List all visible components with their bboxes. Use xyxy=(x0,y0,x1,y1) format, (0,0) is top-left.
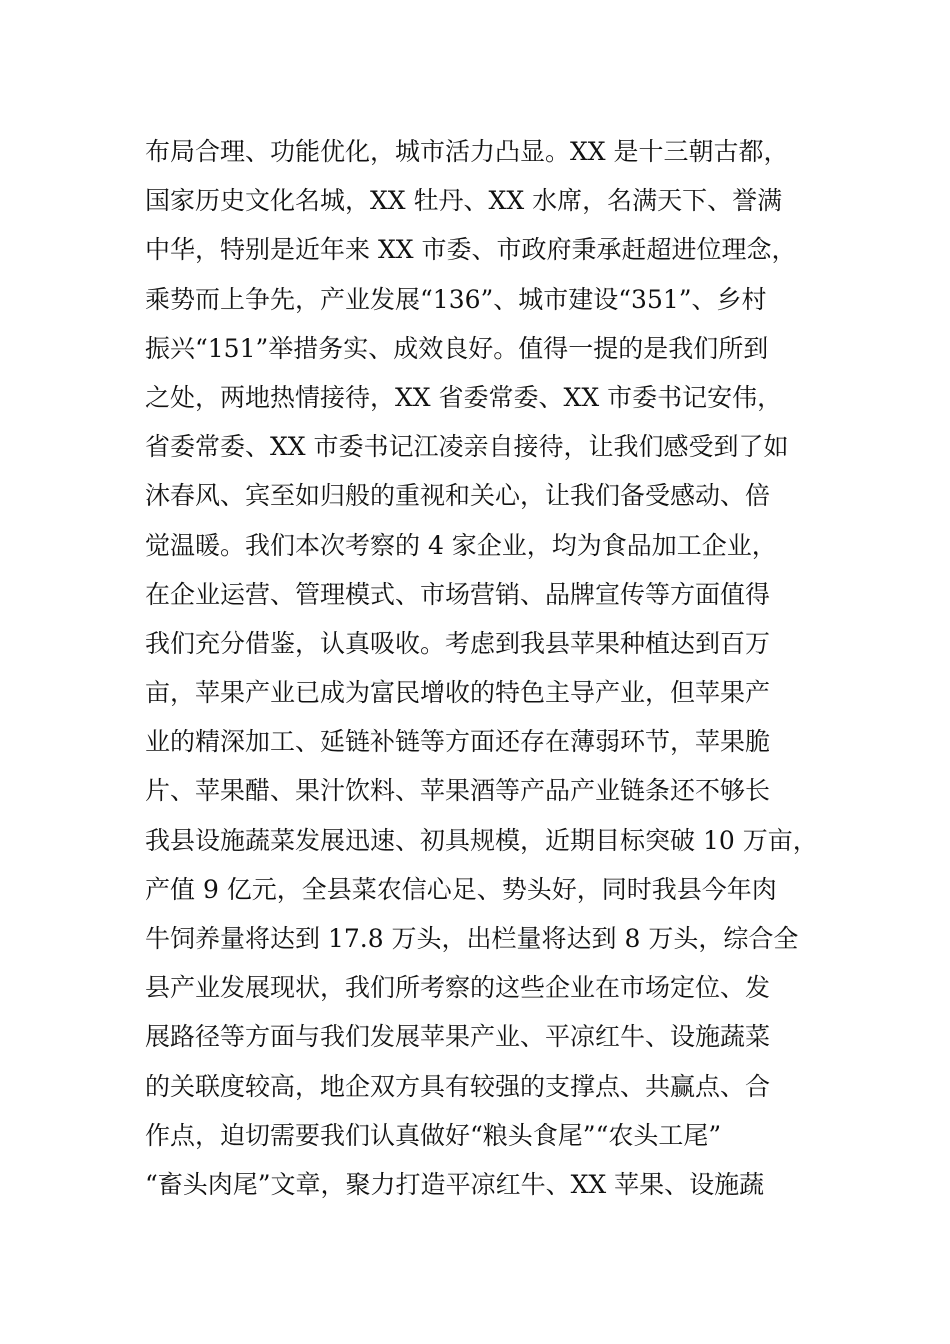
text-line: 作点，迫切需要我们认真做好“粮头食尾”“农头工尾” xyxy=(145,1120,722,1150)
text-line: 亩，苹果产业已成为富民增收的特色主导产业，但苹果产 xyxy=(145,678,771,708)
text-line: 在企业运营、管理模式、市场营销、品牌宣传等方面值得 xyxy=(145,579,771,609)
text-line: 之处，两地热情接待，XX 省委常委、XX 市委书记安伟， xyxy=(145,382,783,412)
text-line: “畜头肉尾”文章，聚力打造平凉红牛、XX 苹果、设施蔬 xyxy=(145,1169,765,1199)
text-line: 牛饲养量将达到 17.8 万头，出栏量将达到 8 万头，综合全 xyxy=(145,924,799,953)
text-line: 布局合理、功能优化，城市活力凸显。XX 是十三朝古都， xyxy=(145,137,789,166)
text-line: 振兴“151”举措务实、成效良好。值得一提的是我们所到 xyxy=(145,333,769,363)
text-line: 觉温暖。我们本次考察的 4 家企业，均为食品加工企业， xyxy=(145,530,777,560)
text-line: 产值 9 亿元，全县菜农信心足、势头好，同时我县今年肉 xyxy=(145,874,777,904)
text-line: 中华，特别是近年来 XX 市委、市政府秉承赶超进位理念， xyxy=(145,235,797,265)
text-line: 我县设施蔬菜发展迅速、初具规模，近期目标突破 10 万亩， xyxy=(145,825,818,855)
body-paragraph xyxy=(145,127,835,1209)
text-line: 沐春风、宾至如归般的重视和关心，让我们备受感动、倍 xyxy=(145,481,771,511)
text-line: 县产业发展现状，我们所考察的这些企业在市场定位、发 xyxy=(145,973,771,1003)
text-line: 国家历史文化名城，XX 牡丹、XX 水席，名满天下、誉满 xyxy=(145,186,783,216)
text-line: 省委常委、XX 市委书记江凌亲自接待，让我们感受到了如 xyxy=(145,432,789,462)
text-line: 片、苹果醋、果汁饮料、苹果酒等产品产业链条还不够长 xyxy=(145,776,771,806)
text-line: 业的精深加工、延链补链等方面还存在薄弱环节，苹果脆 xyxy=(145,727,771,757)
text-line: 的关联度较高，地企双方具有较强的支撑点、共赢点、合 xyxy=(145,1071,771,1101)
text-line: 展路径等方面与我们发展苹果产业、平凉红牛、设施蔬菜 xyxy=(145,1022,771,1052)
text-line: 我们充分借鉴，认真吸收。考虑到我县苹果种植达到百万 xyxy=(145,628,771,658)
text-line: 乘势而上争先，产业发展“136”、城市建设“351”、乡村 xyxy=(145,284,767,314)
